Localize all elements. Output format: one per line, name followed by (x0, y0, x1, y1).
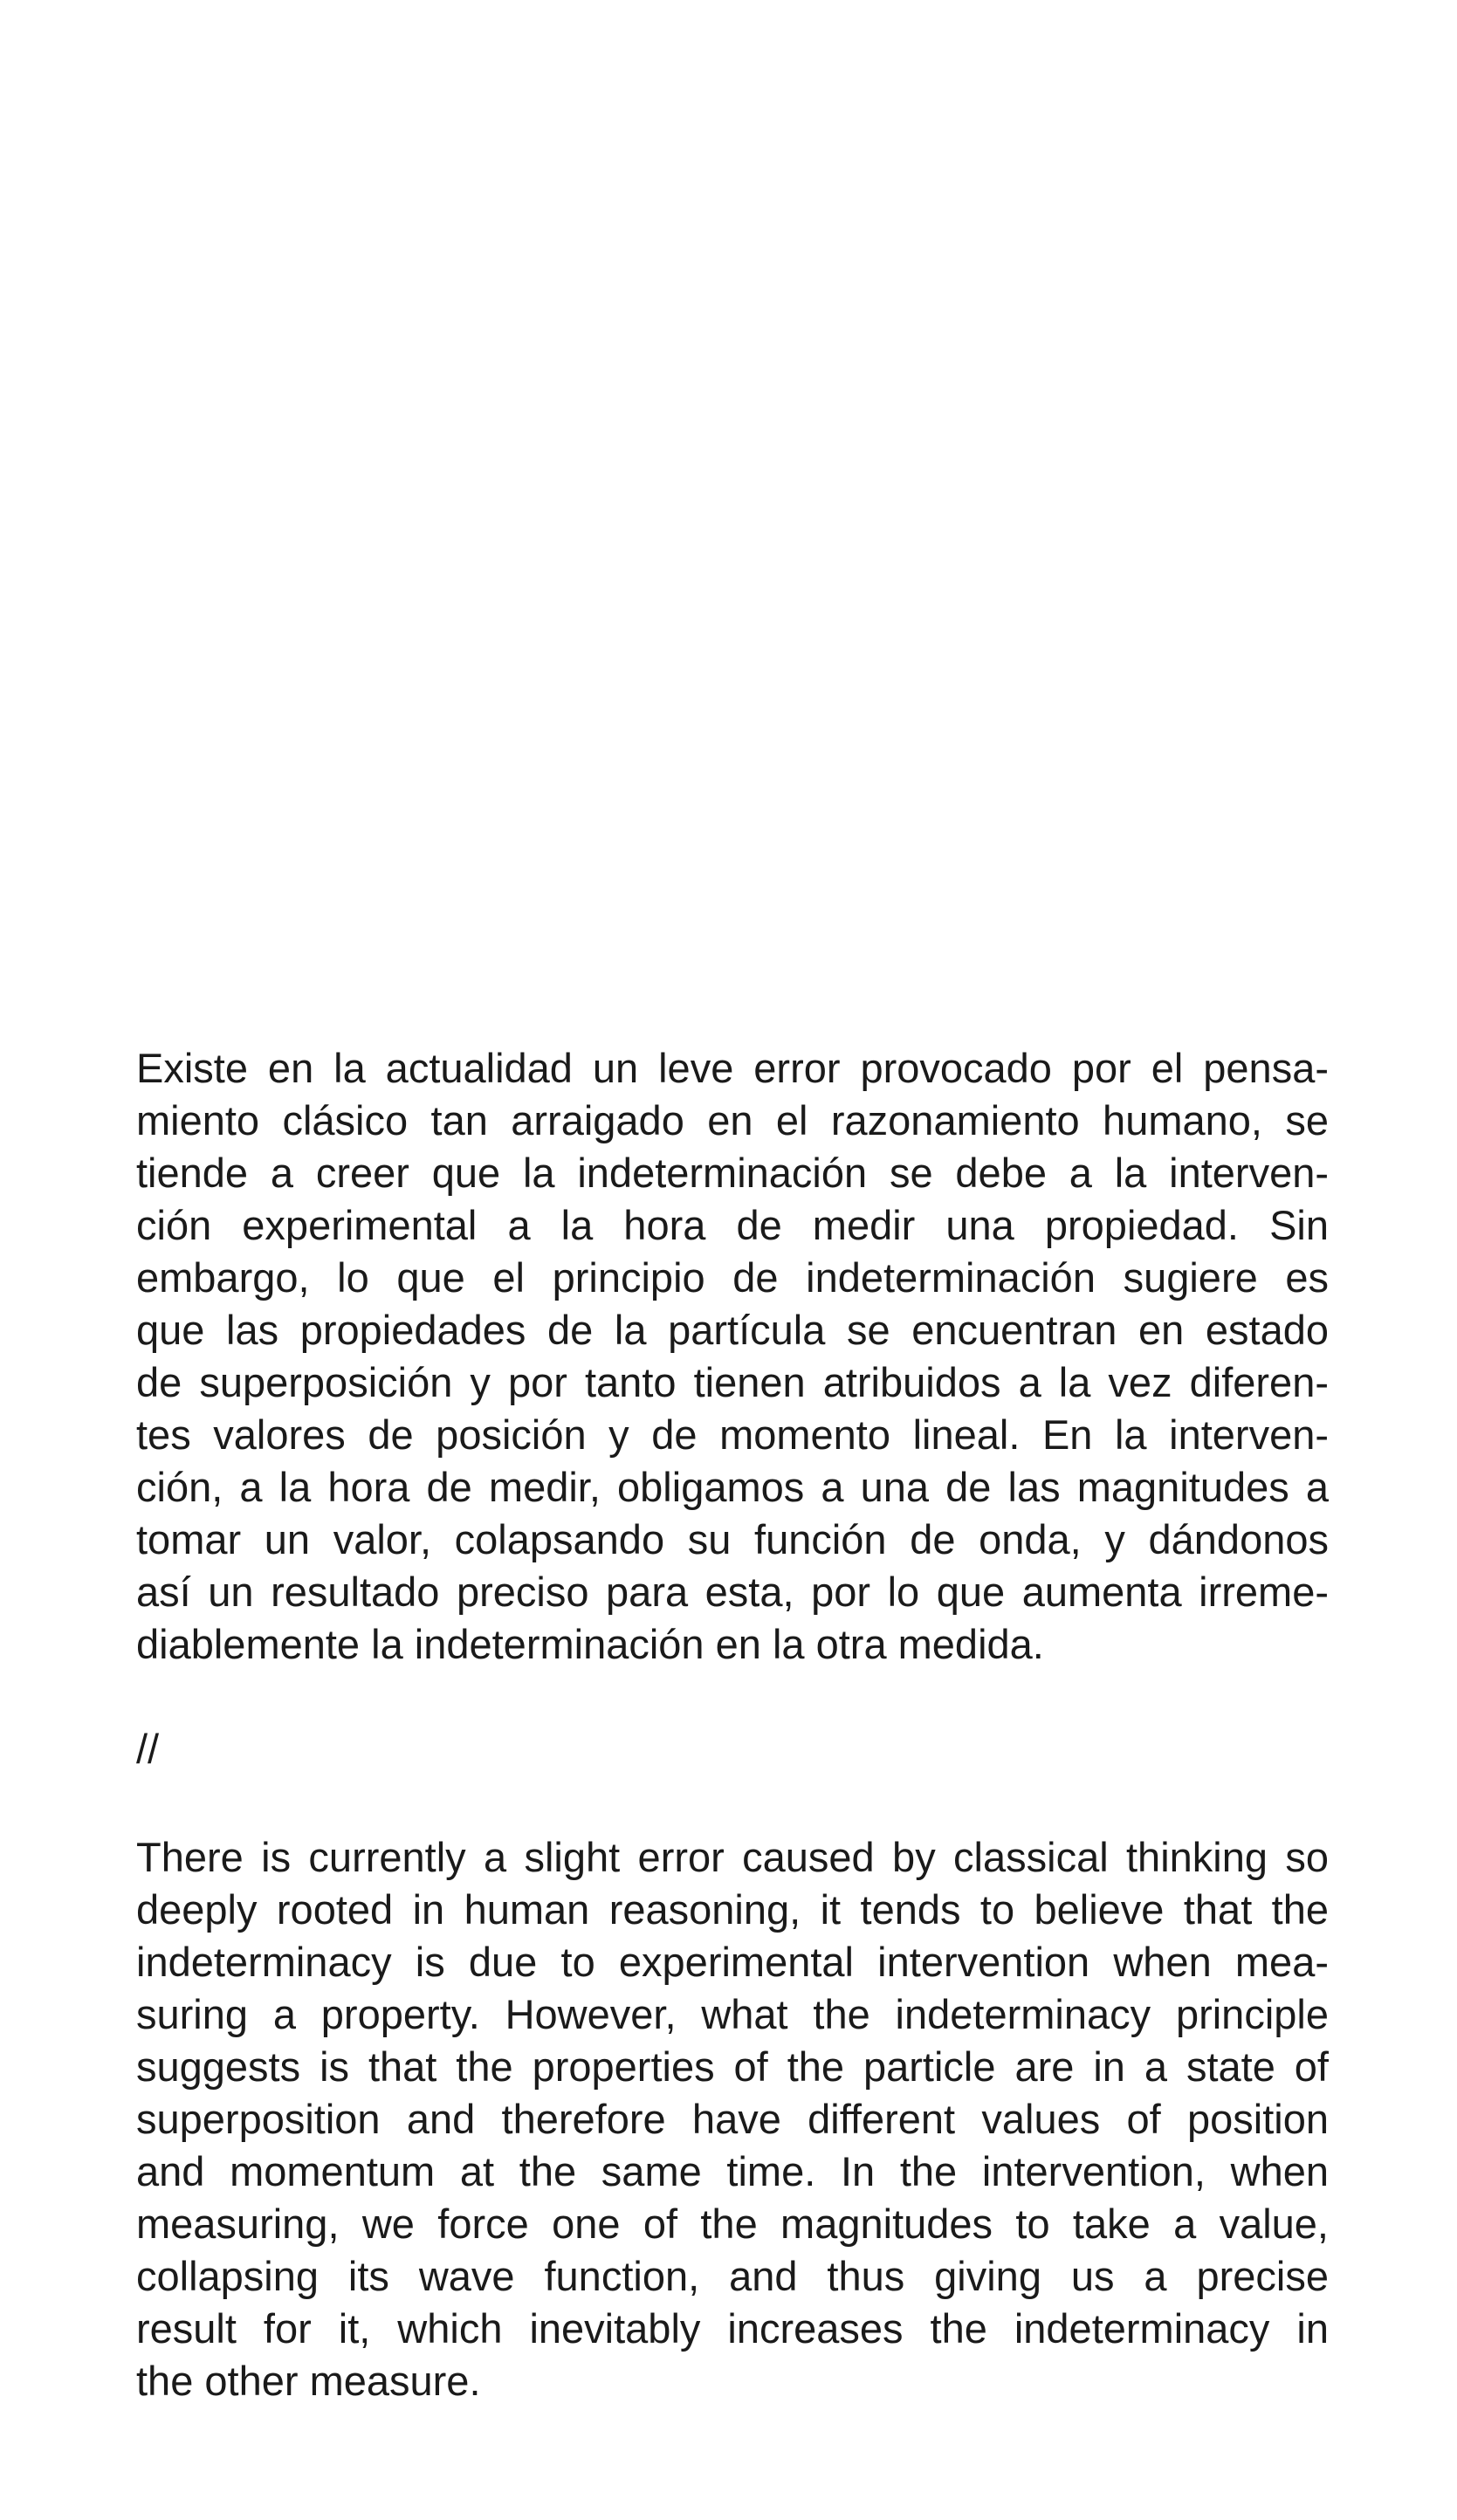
spanish-line: ción experimental a la hora de medir una propiedad. Sin (136, 1202, 1329, 1248)
spanish-line: de superposición y por tanto tienen atribuidos a la vez diferen- (136, 1359, 1329, 1405)
english-line: There is currently a slight error caused by classical thinking so (136, 1834, 1329, 1880)
english-line: indeterminacy is due to experimental intervention when mea- (136, 1939, 1329, 1985)
spanish-line: tomar un valor, colapsando su función de onda, y dándonos (136, 1516, 1329, 1562)
spanish-line: tiende a creer que la indeterminación se debe a la interven- (136, 1150, 1329, 1196)
english-line: suring a property. However, what the indeterminacy principle (136, 1991, 1329, 2037)
spanish-line: ción, a la hora de medir, obligamos a una de las magnitudes a (136, 1464, 1329, 1510)
english-line: deeply rooted in human reasoning, it tends to believe that the (136, 1886, 1329, 1933)
english-line: collapsing its wave function, and thus giving us a precise (136, 2253, 1329, 2299)
spanish-line: diablemente la indeterminación en la otra medida. (136, 1621, 1044, 1667)
english-line: and momentum at the same time. In the intervention, when (136, 2148, 1329, 2194)
english-paragraph (136, 1831, 1329, 2407)
spanish-line: miento clásico tan arraigado en el razonamiento humano, se (136, 1097, 1329, 1143)
spanish-line: Existe en la actualidad un leve error provocado por el pensa- (136, 1045, 1329, 1091)
spanish-line: embargo, lo que el principio de indeterminación sugiere es (136, 1254, 1329, 1301)
english-line: suggests is that the properties of the particle are in a state of (136, 2043, 1329, 2090)
english-line: superposition and therefore have different values of position (136, 2096, 1329, 2142)
spanish-line: así un resultado preciso para esta, por lo que aumenta irreme- (136, 1569, 1329, 1615)
spanish-paragraph (136, 1042, 1329, 1671)
english-line: measuring, we force one of the magnitudes to take a value, (136, 2201, 1329, 2247)
english-line: the other measure. (136, 2358, 481, 2404)
english-line: result for it, which inevitably increases the indeterminacy in (136, 2305, 1329, 2352)
spanish-line: tes valores de posición y de momento lineal. En la interven- (136, 1411, 1329, 1458)
spanish-line: que las propiedades de la partícula se encuentran en estado (136, 1307, 1329, 1353)
section-separator: // (136, 1726, 160, 1772)
